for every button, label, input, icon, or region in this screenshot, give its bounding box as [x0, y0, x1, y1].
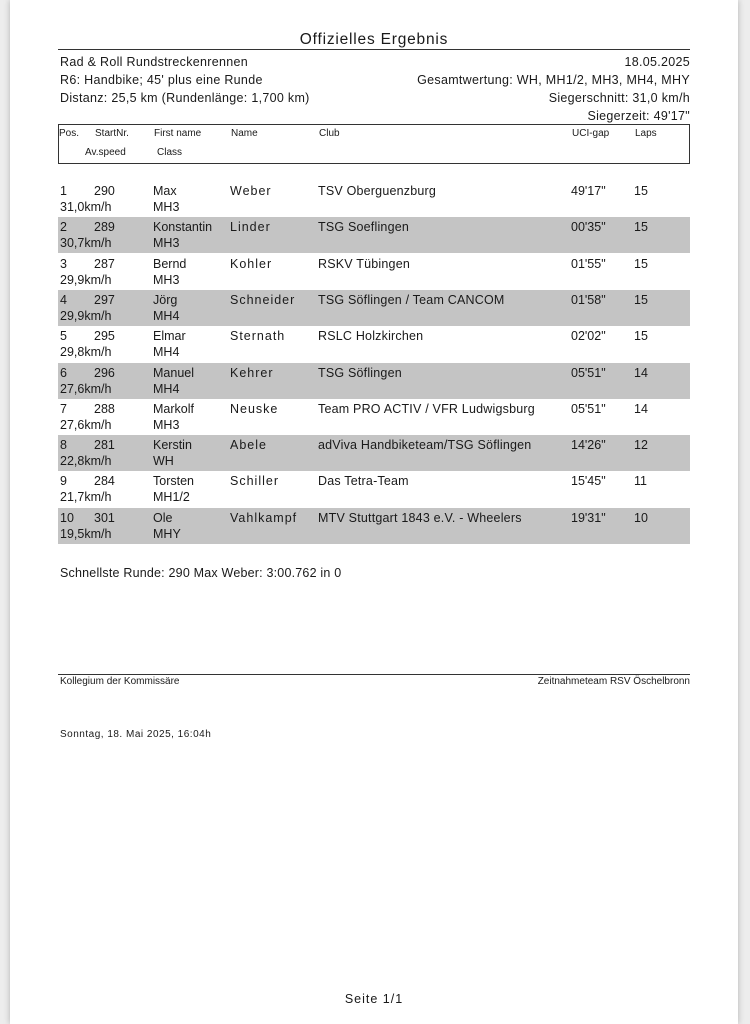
title-rule	[58, 49, 690, 50]
cell-gap: 05'51"	[571, 401, 606, 416]
cell-average-speed: 27,6km/h	[60, 381, 112, 396]
cell-laps: 15	[634, 184, 648, 198]
cell-club: Das Tetra-Team	[318, 474, 409, 489]
cell-gap: 05'51"	[571, 365, 606, 380]
cell-start-number: 290	[94, 184, 115, 198]
col-gap: UCI-gap	[572, 128, 610, 139]
table-row	[58, 290, 690, 326]
cell-first-name: Elmar	[153, 329, 186, 344]
event-date: 18.05.2025	[624, 55, 690, 69]
cell-last-name: Sternath	[230, 329, 286, 344]
signature-rule	[58, 674, 690, 675]
cell-average-speed: 30,7km/h	[60, 236, 112, 251]
cell-last-name: Kohler	[230, 256, 273, 271]
col-club: Club	[319, 128, 340, 139]
cell-last-name: Kehrer	[230, 365, 274, 380]
table-row	[58, 181, 690, 217]
cell-last-name: Weber	[230, 184, 272, 198]
cell-average-speed: 22,8km/h	[60, 454, 112, 469]
cell-club: MTV Stuttgart 1843 e.V. - Wheelers	[318, 510, 522, 525]
table-row	[58, 326, 690, 362]
cell-class: MH3	[153, 417, 180, 432]
cell-start-number: 297	[94, 292, 115, 307]
cell-club: adViva Handbiketeam/TSG Söflingen	[318, 438, 532, 453]
cell-gap: 01'55"	[571, 256, 606, 271]
winner-time: Siegerzeit: 49'17"	[587, 109, 690, 123]
table-header	[58, 124, 690, 164]
cell-gap: 19'31"	[571, 510, 606, 525]
cell-position: 9	[60, 474, 67, 489]
cell-first-name: Markolf	[153, 401, 194, 416]
document-title: Offizielles Ergebnis	[299, 31, 449, 48]
cell-class: MHY	[153, 526, 181, 541]
cell-class: MH3	[153, 200, 180, 214]
cell-position: 7	[60, 401, 67, 416]
cell-gap: 02'02"	[571, 329, 606, 344]
cell-gap: 15'45"	[571, 474, 606, 489]
col-pos: Pos.	[59, 128, 80, 139]
col-first-name: First name	[154, 128, 202, 139]
cell-start-number: 301	[94, 510, 115, 525]
cell-start-number: 284	[94, 474, 115, 489]
cell-position: 3	[60, 256, 67, 271]
cell-laps: 10	[634, 510, 648, 525]
result-sheet	[10, 0, 738, 1024]
cell-club: RSKV Tübingen	[318, 256, 411, 271]
cell-position: 10	[60, 510, 74, 525]
timing-team-label: Zeitnahmeteam RSV Öschelbronn	[537, 676, 690, 687]
cell-start-number: 281	[94, 438, 115, 453]
event-name: Rad & Roll Rundstreckenrennen	[60, 55, 248, 69]
cell-start-number: 288	[94, 401, 115, 416]
col-name: Name	[231, 128, 258, 139]
cell-first-name: Kerstin	[153, 438, 192, 453]
cell-class: MH4	[153, 308, 180, 323]
winner-average: Siegerschnitt: 31,0 km/h	[548, 91, 690, 105]
cell-position: 4	[60, 292, 67, 307]
cell-club: TSG Söflingen	[318, 365, 402, 380]
cell-club: TSG Söflingen / Team CANCOM	[318, 292, 505, 307]
cell-average-speed: 31,0km/h	[60, 200, 112, 214]
cell-start-number: 289	[94, 220, 115, 235]
cell-laps: 14	[634, 401, 648, 416]
cell-laps: 15	[634, 329, 648, 344]
cell-laps: 15	[634, 256, 648, 271]
page-number: Seite 1/1	[344, 992, 404, 1006]
header-row-4	[60, 108, 690, 124]
cell-gap: 01'58"	[571, 292, 606, 307]
cell-last-name: Abele	[230, 438, 267, 453]
cell-class: MH1/2	[153, 490, 190, 505]
col-class: Class	[157, 147, 183, 158]
commissaires-label: Kollegium der Kommissäre	[60, 676, 180, 687]
table-row	[58, 435, 690, 471]
cell-position: 2	[60, 220, 67, 235]
cell-laps: 11	[634, 474, 647, 489]
header-row-2	[60, 72, 690, 88]
cell-average-speed: 21,7km/h	[60, 490, 112, 505]
cell-first-name: Manuel	[153, 365, 194, 380]
table-row	[58, 254, 690, 290]
header-row-1	[60, 54, 690, 70]
header-row-3	[60, 90, 690, 106]
cell-last-name: Schneider	[230, 292, 296, 307]
cell-last-name: Linder	[230, 220, 271, 235]
cell-club: RSLC Holzkirchen	[318, 329, 424, 344]
cell-last-name: Vahlkampf	[230, 510, 298, 525]
cell-position: 6	[60, 365, 67, 380]
col-laps: Laps	[635, 128, 657, 139]
cell-club: TSV Oberguenzburg	[318, 184, 437, 198]
cell-last-name: Neuske	[230, 401, 279, 416]
fastest-lap: Schnellste Runde: 290 Max Weber: 3:00.762 in 0	[60, 566, 342, 580]
table-row	[58, 363, 690, 399]
cell-class: MH4	[153, 345, 180, 360]
cell-laps: 14	[634, 365, 648, 380]
col-speed: Av.speed	[85, 147, 126, 158]
cell-last-name: Schiller	[230, 474, 279, 489]
cell-laps: 15	[634, 220, 648, 235]
cell-first-name: Max	[153, 184, 177, 198]
cell-position: 5	[60, 329, 67, 344]
cell-class: MH3	[153, 236, 180, 251]
cell-class: MH4	[153, 381, 180, 396]
cell-average-speed: 29,8km/h	[60, 345, 112, 360]
cell-average-speed: 19,5km/h	[60, 526, 112, 541]
cell-gap: 49'17"	[571, 184, 606, 198]
cell-gap: 00'35"	[571, 220, 606, 235]
cell-average-speed: 29,9km/h	[60, 272, 112, 287]
cell-position: 1	[60, 184, 67, 198]
table-row	[58, 508, 690, 544]
col-startnr: StartNr.	[95, 128, 129, 139]
cell-start-number: 296	[94, 365, 115, 380]
cell-first-name: Torsten	[153, 474, 194, 489]
overall-classes: Gesamtwertung: WH, MH1/2, MH3, MH4, MHY	[417, 73, 690, 87]
cell-average-speed: 29,9km/h	[60, 308, 112, 323]
cell-first-name: Ole	[153, 510, 173, 525]
race-name: R6: Handbike; 45' plus eine Runde	[60, 73, 263, 87]
cell-start-number: 287	[94, 256, 115, 271]
cell-laps: 12	[634, 438, 648, 453]
table-row	[58, 217, 690, 253]
cell-class: WH	[153, 454, 174, 469]
cell-average-speed: 27,6km/h	[60, 417, 112, 432]
cell-gap: 14'26"	[571, 438, 606, 453]
table-row	[58, 471, 690, 507]
cell-first-name: Konstantin	[153, 220, 213, 235]
print-timestamp: Sonntag, 18. Mai 2025, 16:04h	[60, 729, 212, 740]
cell-position: 8	[60, 438, 67, 453]
cell-first-name: Jörg	[153, 292, 178, 307]
cell-first-name: Bernd	[153, 256, 187, 271]
cell-start-number: 295	[94, 329, 115, 344]
table-row	[58, 399, 690, 435]
cell-class: MH3	[153, 272, 180, 287]
cell-club: TSG Soeflingen	[318, 220, 410, 235]
race-distance: Distanz: 25,5 km (Rundenlänge: 1,700 km)	[60, 91, 310, 105]
cell-club: Team PRO ACTIV / VFR Ludwigsburg	[318, 401, 535, 416]
cell-laps: 15	[634, 292, 648, 307]
